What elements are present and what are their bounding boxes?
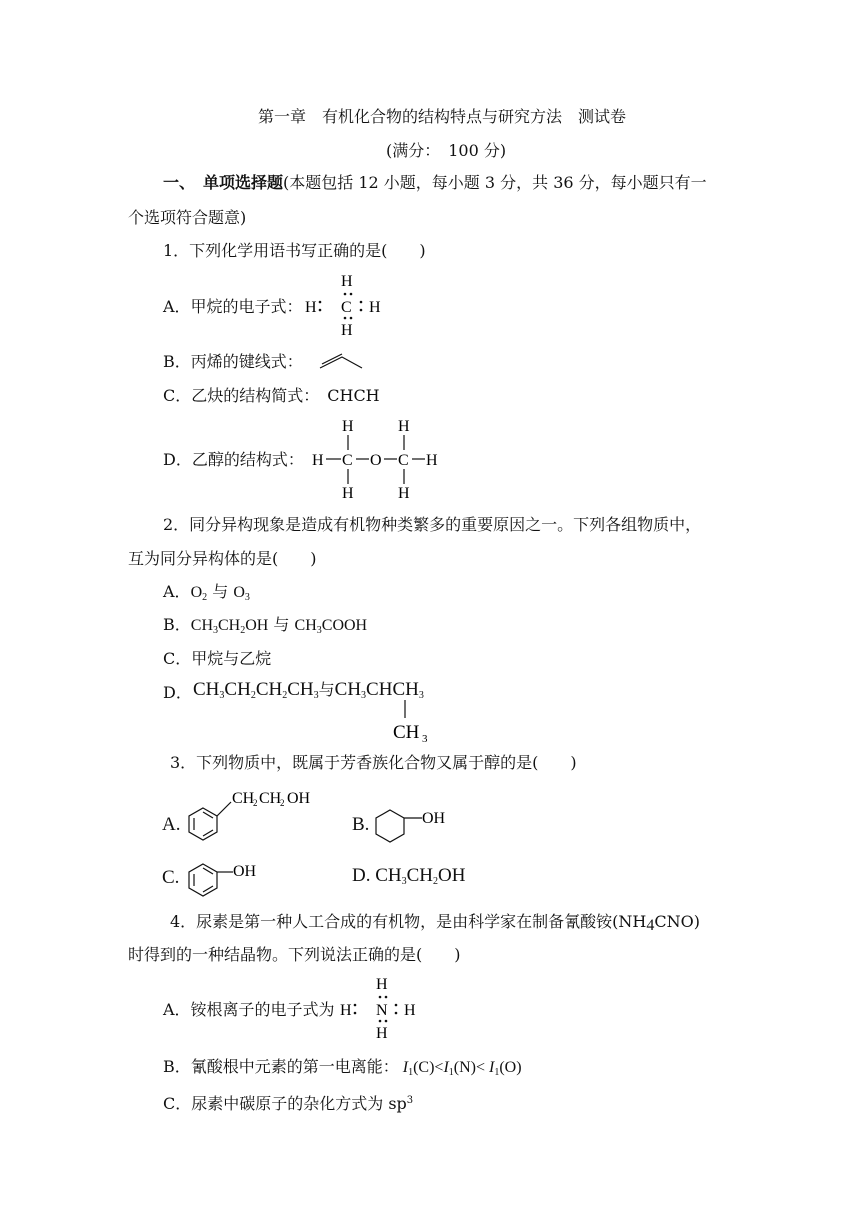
ammonium-electron-formula xyxy=(340,975,430,1045)
svg-text:H: H xyxy=(426,452,438,469)
svg-text:OH: OH xyxy=(422,810,446,827)
section-desc-cont: 个选项符合题意) xyxy=(128,208,247,227)
q2-stem-cont: 互为同分异构体的是( ) xyxy=(128,549,317,568)
section-title: 一、 单项选择题 xyxy=(163,173,284,192)
svg-text:H: H xyxy=(341,273,353,290)
svg-text:CH: CH xyxy=(232,790,255,807)
ethanol-structural-formula xyxy=(310,416,450,501)
svg-text:H: H xyxy=(398,418,410,435)
svg-text:O: O xyxy=(370,452,382,469)
q4-option-a: A．铵根离子的电子式为 xyxy=(163,1000,335,1019)
svg-text:C: C xyxy=(398,452,409,469)
svg-text:H: H xyxy=(369,299,381,316)
svg-text:2: 2 xyxy=(280,798,285,808)
q4-stem-text-b: CNO) xyxy=(654,912,700,931)
phenylethanol-structure xyxy=(185,786,335,846)
q4-option-b: B．氰酸根中元素的第一电离能： $I_1(C)<I_1(N)< I_1(O)$ xyxy=(163,1057,522,1078)
svg-text:H: H xyxy=(341,322,353,339)
q2-option-a: A．$O_2$ 与 $O_3$ xyxy=(163,582,250,603)
q4-stem-text: 4．尿素是第一种人工合成的有机物，是由科学家在制备氰酸铵(NH xyxy=(170,912,647,931)
svg-text:2: 2 xyxy=(253,798,258,808)
svg-text:H: H xyxy=(342,485,354,502)
svg-text:H: H xyxy=(376,976,388,993)
q4-stem: 4．尿素是第一种人工合成的有机物，是由科学家在制备氰酸铵$(NH_4CNO)$ xyxy=(170,912,700,934)
methane-electron-formula xyxy=(305,272,395,342)
q1-option-c: C．乙炔的结构简式： CHCH xyxy=(163,386,380,405)
q1-option-d: D．乙醇的结构式： xyxy=(163,450,304,469)
q2-option-d-label: D． xyxy=(163,683,192,702)
isobutane-branch xyxy=(395,700,455,745)
svg-text:OH: OH xyxy=(287,790,311,807)
q2-option-c: C．甲烷与乙烷 xyxy=(163,649,272,668)
svg-text:H: H xyxy=(340,1002,352,1019)
q4-option-c-text: C．尿素中碳原子的杂化方式为 sp xyxy=(163,1094,407,1113)
svg-text:CH: CH xyxy=(393,722,420,743)
svg-text:C: C xyxy=(342,452,353,469)
cyclohexanol-structure xyxy=(372,800,462,850)
svg-text:OH: OH xyxy=(233,863,257,880)
svg-text:3: 3 xyxy=(422,733,428,745)
score-line: (满分： 100 分) xyxy=(386,141,507,160)
q3-option-a-label: A. xyxy=(162,814,181,835)
q1-option-b: B．丙烯的键线式： xyxy=(163,352,303,371)
q3-option-c-label: C. xyxy=(162,867,180,888)
svg-text:H: H xyxy=(376,1025,388,1042)
q3-option-d: D. $CH_3CH_2OH$ xyxy=(352,865,466,887)
q3-stem: 3．下列物质中，既属于芳香族化合物又属于醇的是( ) xyxy=(170,753,577,772)
q2-option-d-formula: $CH_3CH_2CH_2CH_3$与$CH_3CHCH_3$ xyxy=(193,679,424,701)
svg-text:H: H xyxy=(342,418,354,435)
q2-option-b: B．$CH_3CH_2OH$ 与 $CH_3COOH$ xyxy=(163,615,368,636)
q4-option-c: C．尿素中碳原子的杂化方式为 $sp^3$ xyxy=(163,1094,414,1113)
svg-text:C: C xyxy=(341,299,352,316)
svg-text:H: H xyxy=(305,299,317,316)
svg-text:N: N xyxy=(376,1002,388,1019)
q3-option-b-label: B. xyxy=(352,814,370,835)
section-desc: (本题包括 12 小题，每小题 3 分，共 36 分，每小题只有一 xyxy=(283,173,707,192)
section-heading xyxy=(163,173,707,193)
page-title: 第一章 有机化合物的结构特点与研究方法 测试卷 xyxy=(258,107,627,126)
svg-text:H: H xyxy=(404,1002,416,1019)
propene-skeletal-formula xyxy=(318,352,368,372)
q2-stem: 2．同分异构现象是造成有机物种类繁多的重要原因之一。下列各组物质中， xyxy=(163,515,702,534)
svg-text:H: H xyxy=(398,485,410,502)
phenol-structure xyxy=(185,852,275,902)
q1-stem: 1．下列化学用语书写正确的是( ) xyxy=(163,241,426,260)
q4-stem-cont: 时得到的一种结晶物。下列说法正确的是( ) xyxy=(128,945,461,964)
svg-text:H: H xyxy=(312,452,324,469)
q1-option-a: A．甲烷的电子式： xyxy=(163,297,303,316)
q4-option-b-text: B．氰酸根中元素的第一电离能： xyxy=(163,1057,399,1076)
svg-text:CH: CH xyxy=(259,790,282,807)
